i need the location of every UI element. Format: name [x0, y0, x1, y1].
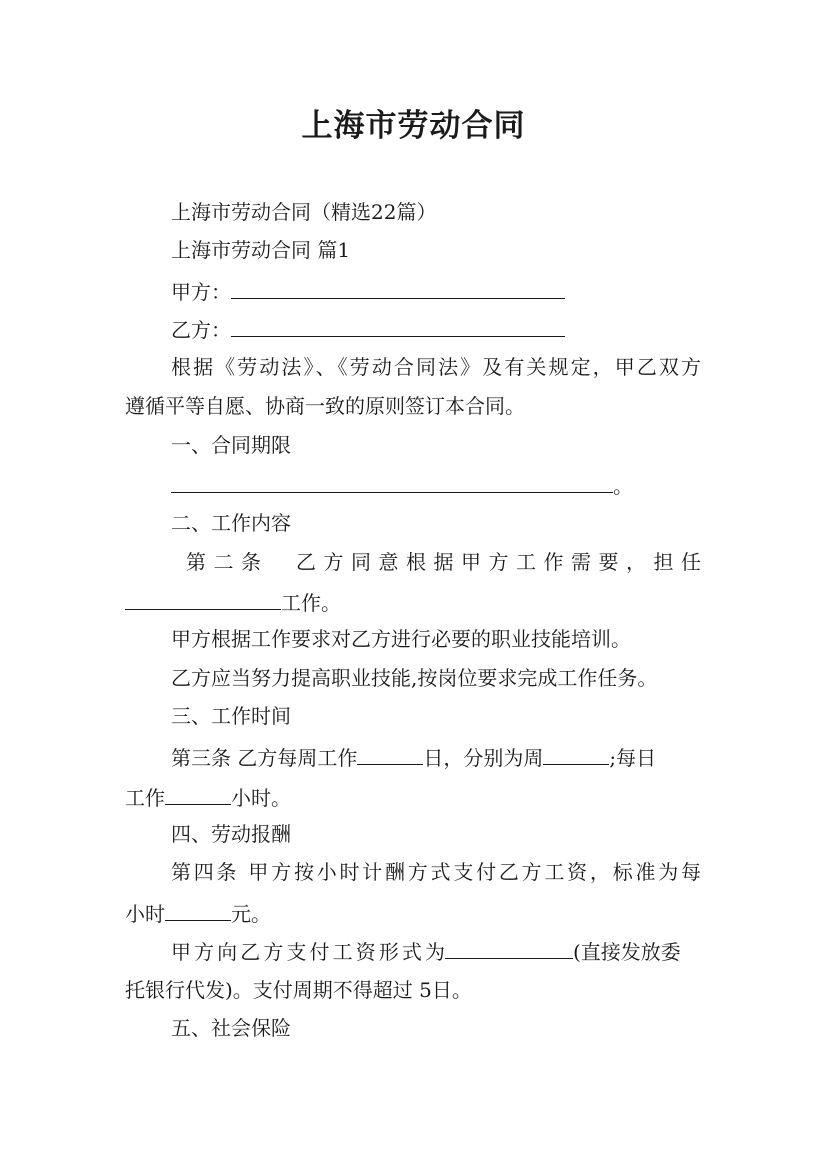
article-3-text-e: 小时。 — [231, 786, 291, 810]
article-2-line-2-tail: 工作。 — [281, 591, 341, 615]
article-3-line-1 — [171, 746, 656, 768]
basis-line-2: 遵循平等自愿、协商一致的原则签订本合同。 — [125, 394, 525, 418]
article-4-line-2 — [125, 902, 271, 924]
hours-blank — [165, 786, 231, 805]
subtitle-collection: 上海市劳动合同（精选22篇） — [171, 200, 437, 224]
payment-form-line-2: 托银行代发)。支付周期不得超过 5日。 — [125, 978, 472, 1002]
article-3-text-b: 日，分别为周 — [423, 746, 544, 770]
article-3-text-a: 第三条 乙方每周工作 — [171, 746, 358, 770]
training-paragraph: 甲方根据工作要求对乙方进行必要的职业技能培训。 — [171, 627, 631, 651]
article-2-line-2 — [125, 591, 341, 613]
party-b-label: 乙方： — [171, 318, 231, 342]
days-blank — [357, 746, 423, 765]
article-4-text-a: 小时 — [125, 902, 165, 926]
term-line — [171, 474, 633, 496]
term-line-end: 。 — [613, 474, 633, 498]
term-blank — [171, 474, 613, 493]
section-heading-insurance: 五、社会保险 — [171, 1016, 291, 1040]
payment-form-text-b: (直接发放委 — [573, 940, 681, 964]
section-heading-hours: 三、工作时间 — [171, 704, 291, 728]
party-a-line — [171, 280, 565, 302]
article-4-line-1: 第四条 甲方按小时计酬方式支付乙方工资，标准为每 — [171, 860, 701, 884]
document-title: 上海市劳动合同 — [301, 108, 526, 144]
subtitle-part1: 上海市劳动合同 篇1 — [171, 238, 351, 262]
payment-form-text-a: 甲方向乙方支付工资形式为 — [171, 940, 445, 964]
party-a-blank — [231, 280, 565, 299]
hourly-rate-blank — [165, 902, 231, 921]
payment-form-line-1 — [171, 940, 681, 962]
party-b-blank — [231, 318, 565, 337]
position-blank — [125, 591, 281, 610]
article-3-text-d: 工作 — [125, 786, 165, 810]
improve-paragraph: 乙方应当努力提高职业技能,按岗位要求完成工作任务。 — [171, 666, 658, 690]
article-2-line-1: 第二条 乙方同意根据甲方工作需要，担任 — [186, 550, 701, 574]
section-heading-pay: 四、劳动报酬 — [171, 822, 291, 846]
section-heading-content: 二、工作内容 — [171, 511, 291, 535]
party-b-line — [171, 318, 565, 340]
party-a-label: 甲方： — [171, 280, 231, 304]
article-4-text-b: 元。 — [231, 902, 271, 926]
basis-line-1: 根据《劳动法》、《劳动合同法》及有关规定，甲乙双方 — [171, 355, 701, 379]
article-3-line-2 — [125, 786, 291, 808]
section-heading-term: 一、合同期限 — [171, 433, 291, 457]
weekdays-blank — [543, 746, 609, 765]
payment-form-blank — [445, 940, 573, 959]
article-3-text-c: ;每日 — [609, 746, 657, 770]
